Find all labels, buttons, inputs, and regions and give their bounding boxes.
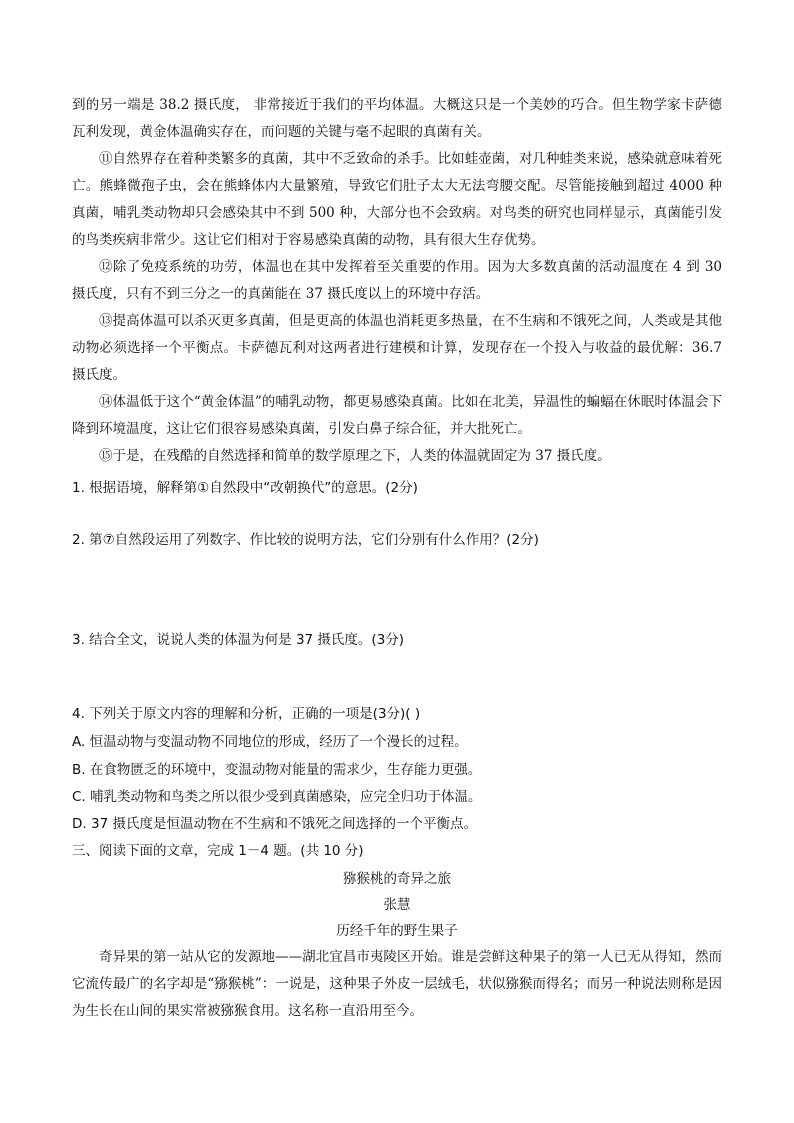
passage-paragraph-13: ⑬提高体温可以杀灭更多真菌，但是更高的体温也消耗更多热量，在不生病和不饿死之间，人类或是其他动物必须选择一个平衡点。卡萨德瓦利对这两者进行建模和计算，发现存在一个投入与收益的最优解：36.7 摄氏度。 bbox=[72, 313, 722, 383]
article-paragraph-1: 奇异果的第一站从它的发源地——湖北宜昌市夷陵区开始。谁是尝鲜这种果子的第一人已无从得知，然而它流传最广的名字却是“猕猴桃”：一说是，这种果子外皮一层绒毛，状似猕猴而得名；而另一种说法则称是因为生长在山间的果实常被猕猴食用。这名称一直沿用至今。 bbox=[72, 949, 722, 1019]
question-4-option-d: D. 37 摄氏度是恒温动物在不生病和不饿死之间选择的一个平衡点。 bbox=[72, 816, 477, 832]
section-3-heading: 三、阅读下面的文章，完成 1－4 题。(共 10 分) bbox=[72, 843, 364, 859]
passage-paragraph-15: ⑮于是，在残酷的自然选择和简单的数学原理之下，人类的体温就固定为 37 摄氏度。 bbox=[99, 448, 611, 464]
question-2: 2. 第⑦自然段运用了列数字、作比较的说明方法，它们分别有什么作用？(2分) bbox=[72, 532, 539, 548]
passage-paragraph-14: ⑭体温低于这个“黄金体温”的哺乳动物，都更易感染真菌。比如在北美，异温性的蝙蝠在休眠时体温会下降到环境温度，这让它们很容易感染真菌，引发白鼻子综合征，并大批死亡。 bbox=[72, 394, 722, 437]
question-1: 1. 根据语境，解释第①自然段中“改朝换代”的意思。(2分) bbox=[72, 480, 418, 496]
passage-paragraph-11: ⑪自然界存在着种类繁多的真菌，其中不乏致命的杀手。比如蛙壶菌，对几种蛙类来说，感染就意味着死亡。熊蜂微孢子虫，会在熊蜂体内大量繁殖，导致它们肚子太大无法弯腰交配。尽管能接触到超过 4000 种真菌，哺乳类动物却只会感染其中不到 500 种，大部分也不会致病。对鸟类的研究也同样显示，真菌能引发的鸟类疾病非常少。这让它们相对于容易感染真菌的动物，具有很大生存优势。 bbox=[72, 151, 722, 248]
passage-paragraph-continued: 到的另一端是 38.2 摄氏度， 非常接近于我们的平均体温。大概这只是一个美妙的巧合。但生物学家卡萨德瓦利发现，黄金体温确实存在，而问题的关键与毫不起眼的真菌有关。 bbox=[72, 97, 722, 140]
question-3: 3. 结合全文，说说人类的体温为何是 37 摄氏度。(3分) bbox=[72, 632, 405, 648]
question-4: 4. 下列关于原文内容的理解和分析，正确的一项是(3分)( ) bbox=[72, 706, 421, 722]
question-4-option-b: B. 在食物匮乏的环境中，变温动物对能量的需求少，生存能力更强。 bbox=[72, 762, 482, 778]
article-title: 猕猴桃的奇异之旅 bbox=[343, 871, 451, 887]
article-subtitle: 历经千年的野生果子 bbox=[336, 923, 458, 939]
article-author: 张慧 bbox=[383, 897, 411, 913]
passage-paragraph-12: ⑫除了免疫系统的功劳，体温也在其中发挥着至关重要的作用。因为大多数真菌的活动温度在 4 到 30 摄氏度，只有不到三分之一的真菌能在 37 摄氏度以上的环境中存活。 bbox=[72, 259, 722, 302]
question-4-option-c: C. 哺乳类动物和鸟类之所以很少受到真菌感染，应完全归功于体温。 bbox=[72, 789, 482, 805]
question-4-option-a: A. 恒温动物与变温动物不同地位的形成，经历了一个漫长的过程。 bbox=[72, 734, 468, 750]
